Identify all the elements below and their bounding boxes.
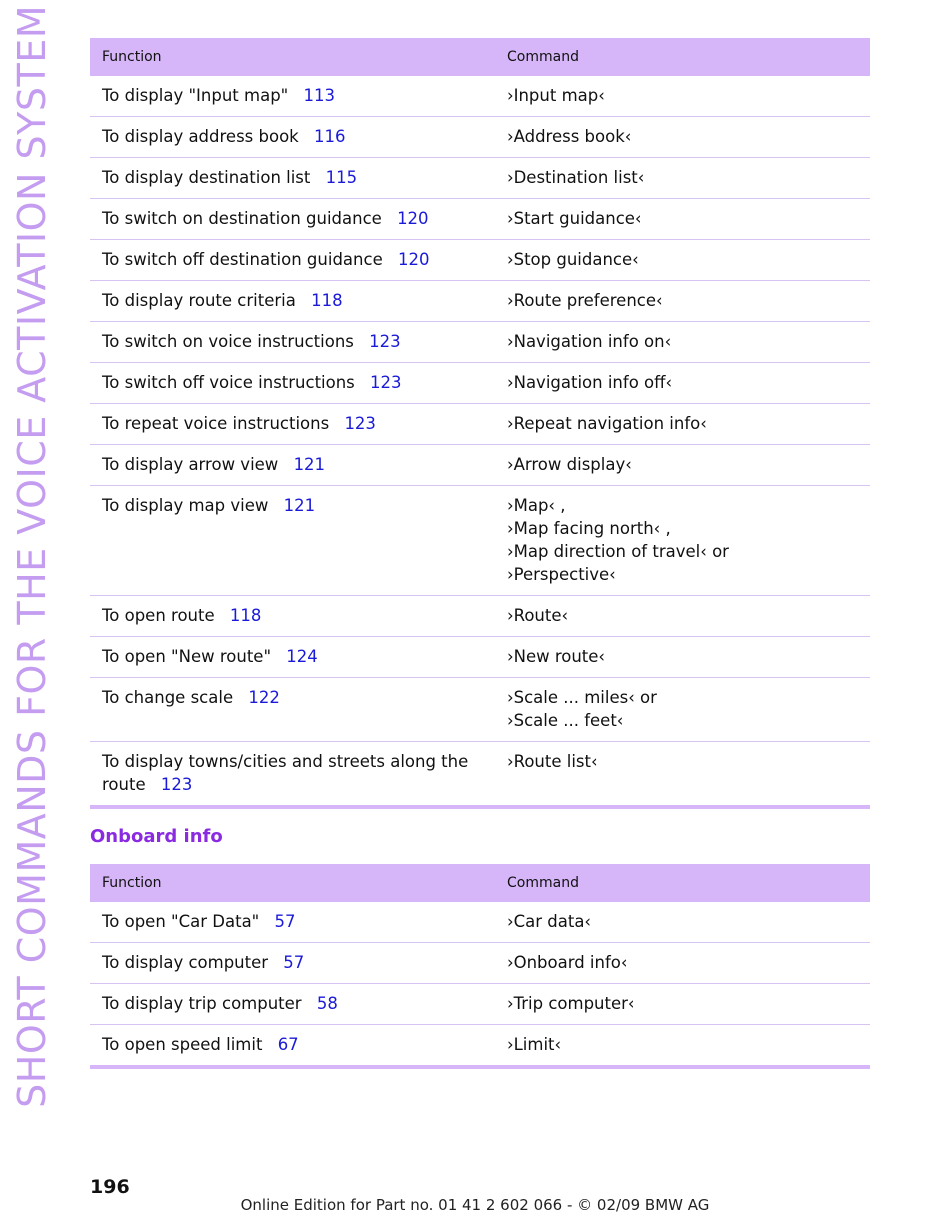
table-row bbox=[90, 281, 870, 322]
command-cell bbox=[495, 76, 870, 117]
page-reference-link[interactable]: 118 bbox=[229, 606, 262, 625]
command-cell bbox=[495, 158, 870, 199]
table-header-row bbox=[90, 38, 870, 76]
navigation-commands-table bbox=[90, 38, 870, 809]
function-cell bbox=[90, 117, 495, 158]
table-row bbox=[90, 445, 870, 486]
command-text: ›Map direction of travel‹ or bbox=[507, 542, 729, 561]
table-header-row bbox=[90, 864, 870, 902]
function-cell bbox=[90, 486, 495, 596]
function-text: To switch off destination guidance bbox=[102, 250, 383, 269]
function-column-header: Function bbox=[90, 38, 495, 76]
command-column-header: Command bbox=[495, 38, 870, 76]
page-number: 196 bbox=[90, 1176, 130, 1198]
command-cell bbox=[495, 486, 870, 596]
page-reference-link[interactable]: 123 bbox=[160, 775, 193, 794]
function-text: To display towns/cities and streets along the route bbox=[102, 752, 469, 794]
page-reference-link[interactable]: 118 bbox=[311, 291, 343, 310]
main-content bbox=[90, 38, 870, 1069]
page-reference-link[interactable]: 58 bbox=[316, 994, 338, 1013]
command-cell bbox=[495, 637, 870, 678]
function-cell bbox=[90, 637, 495, 678]
command-text: ›Stop guidance‹ bbox=[507, 250, 639, 269]
function-text: To switch on voice instructions bbox=[102, 332, 354, 351]
side-title bbox=[10, 4, 54, 1108]
page-reference-link[interactable]: 120 bbox=[397, 250, 430, 269]
command-cell bbox=[495, 117, 870, 158]
command-text: ›Repeat navigation info‹ bbox=[507, 414, 707, 433]
function-column-header: Function bbox=[90, 864, 495, 902]
table-row bbox=[90, 742, 870, 808]
side-title-text: SHORT COMMANDS FOR THE VOICE ACTIVATION SYSTEM bbox=[10, 4, 54, 1108]
page-reference-link[interactable]: 121 bbox=[293, 455, 326, 474]
command-cell bbox=[495, 902, 870, 943]
page-reference-link[interactable]: 123 bbox=[344, 414, 376, 433]
function-cell bbox=[90, 984, 495, 1025]
page-reference-link[interactable]: 67 bbox=[277, 1035, 299, 1054]
onboard-info-commands-table bbox=[90, 864, 870, 1069]
command-cell bbox=[495, 240, 870, 281]
footer-text: Online Edition for Part no. 01 41 2 602 066 - © 02/09 BMW AG bbox=[240, 1196, 710, 1214]
command-text: ›Navigation info off‹ bbox=[507, 373, 673, 392]
page-reference-link[interactable]: 116 bbox=[314, 127, 346, 146]
page-reference-link[interactable]: 115 bbox=[325, 168, 358, 187]
command-column-header: Command bbox=[495, 864, 870, 902]
function-text: To display arrow view bbox=[102, 455, 279, 474]
command-text: ›Destination list‹ bbox=[507, 168, 645, 187]
command-text: ›Limit‹ bbox=[507, 1035, 562, 1054]
command-cell bbox=[495, 943, 870, 984]
function-text: To display route criteria bbox=[102, 291, 296, 310]
page-reference-link[interactable]: 57 bbox=[283, 953, 305, 972]
command-cell bbox=[495, 742, 870, 808]
function-text: To change scale bbox=[102, 688, 234, 707]
function-text: To display computer bbox=[102, 953, 269, 972]
function-cell bbox=[90, 678, 495, 742]
page-reference-link[interactable]: 122 bbox=[248, 688, 280, 707]
command-text: ›Scale ... miles‹ or bbox=[507, 688, 657, 707]
command-text: ›Map‹ , bbox=[507, 496, 566, 515]
page-reference-link[interactable]: 113 bbox=[303, 86, 336, 105]
command-text: ›Start guidance‹ bbox=[507, 209, 642, 228]
table-row bbox=[90, 76, 870, 117]
table-row bbox=[90, 984, 870, 1025]
function-cell bbox=[90, 363, 495, 404]
function-cell bbox=[90, 943, 495, 984]
function-cell bbox=[90, 322, 495, 363]
command-text: ›Perspective‹ bbox=[507, 565, 616, 584]
command-cell bbox=[495, 678, 870, 742]
page-reference-link[interactable]: 120 bbox=[397, 209, 429, 228]
function-cell bbox=[90, 240, 495, 281]
command-text: ›Route preference‹ bbox=[507, 291, 663, 310]
function-text: To display destination list bbox=[102, 168, 311, 187]
command-text: ›Map facing north‹ , bbox=[507, 519, 671, 538]
command-text: ›Navigation info on‹ bbox=[507, 332, 672, 351]
table-row bbox=[90, 363, 870, 404]
command-cell bbox=[495, 1025, 870, 1068]
function-text: To open "New route" bbox=[102, 647, 272, 666]
function-cell bbox=[90, 199, 495, 240]
table-row bbox=[90, 596, 870, 637]
table-row bbox=[90, 240, 870, 281]
table-row bbox=[90, 678, 870, 742]
function-text: To open speed limit bbox=[102, 1035, 263, 1054]
command-text: ›Address book‹ bbox=[507, 127, 632, 146]
command-text: ›Route‹ bbox=[507, 606, 569, 625]
command-text: ›New route‹ bbox=[507, 647, 606, 666]
function-cell bbox=[90, 404, 495, 445]
section-heading-onboard-info: Onboard info bbox=[90, 826, 223, 847]
function-cell bbox=[90, 902, 495, 943]
table-row bbox=[90, 322, 870, 363]
command-text: ›Onboard info‹ bbox=[507, 953, 628, 972]
command-cell bbox=[495, 596, 870, 637]
table-row bbox=[90, 902, 870, 943]
function-text: To display address book bbox=[102, 127, 299, 146]
command-text: ›Car data‹ bbox=[507, 912, 592, 931]
function-text: To repeat voice instructions bbox=[102, 414, 330, 433]
page-reference-link[interactable]: 121 bbox=[283, 496, 316, 515]
command-cell bbox=[495, 281, 870, 322]
function-cell bbox=[90, 158, 495, 199]
function-cell bbox=[90, 742, 495, 808]
function-cell bbox=[90, 76, 495, 117]
function-text: To switch on destination guidance bbox=[102, 209, 382, 228]
table-row bbox=[90, 486, 870, 596]
command-text: ›Route list‹ bbox=[507, 752, 598, 771]
table-row bbox=[90, 404, 870, 445]
table-row bbox=[90, 943, 870, 984]
table-row bbox=[90, 1025, 870, 1068]
navigation-commands-body bbox=[90, 76, 870, 807]
page-reference-link[interactable]: 123 bbox=[369, 332, 401, 351]
table-row bbox=[90, 199, 870, 240]
page-reference-link[interactable]: 124 bbox=[286, 647, 318, 666]
command-cell bbox=[495, 199, 870, 240]
command-text: ›Input map‹ bbox=[507, 86, 605, 105]
table-row bbox=[90, 117, 870, 158]
command-text: ›Arrow display‹ bbox=[507, 455, 632, 474]
table-row bbox=[90, 158, 870, 199]
command-text: ›Scale ... feet‹ bbox=[507, 711, 624, 730]
function-text: To open "Car Data" bbox=[102, 912, 260, 931]
function-text: To display map view bbox=[102, 496, 269, 515]
command-cell bbox=[495, 404, 870, 445]
command-cell bbox=[495, 363, 870, 404]
command-cell bbox=[495, 445, 870, 486]
table-row bbox=[90, 637, 870, 678]
onboard-info-commands-body bbox=[90, 902, 870, 1067]
function-cell bbox=[90, 281, 495, 322]
function-text: To display trip computer bbox=[102, 994, 302, 1013]
command-cell bbox=[495, 984, 870, 1025]
function-cell bbox=[90, 596, 495, 637]
function-text: To open route bbox=[102, 606, 215, 625]
command-text: ›Trip computer‹ bbox=[507, 994, 635, 1013]
function-cell bbox=[90, 445, 495, 486]
function-text: To display "Input map" bbox=[102, 86, 289, 105]
page-reference-link[interactable]: 57 bbox=[274, 912, 296, 931]
function-text: To switch off voice instructions bbox=[102, 373, 355, 392]
command-cell bbox=[495, 322, 870, 363]
function-cell bbox=[90, 1025, 495, 1068]
page-reference-link[interactable]: 123 bbox=[370, 373, 402, 392]
